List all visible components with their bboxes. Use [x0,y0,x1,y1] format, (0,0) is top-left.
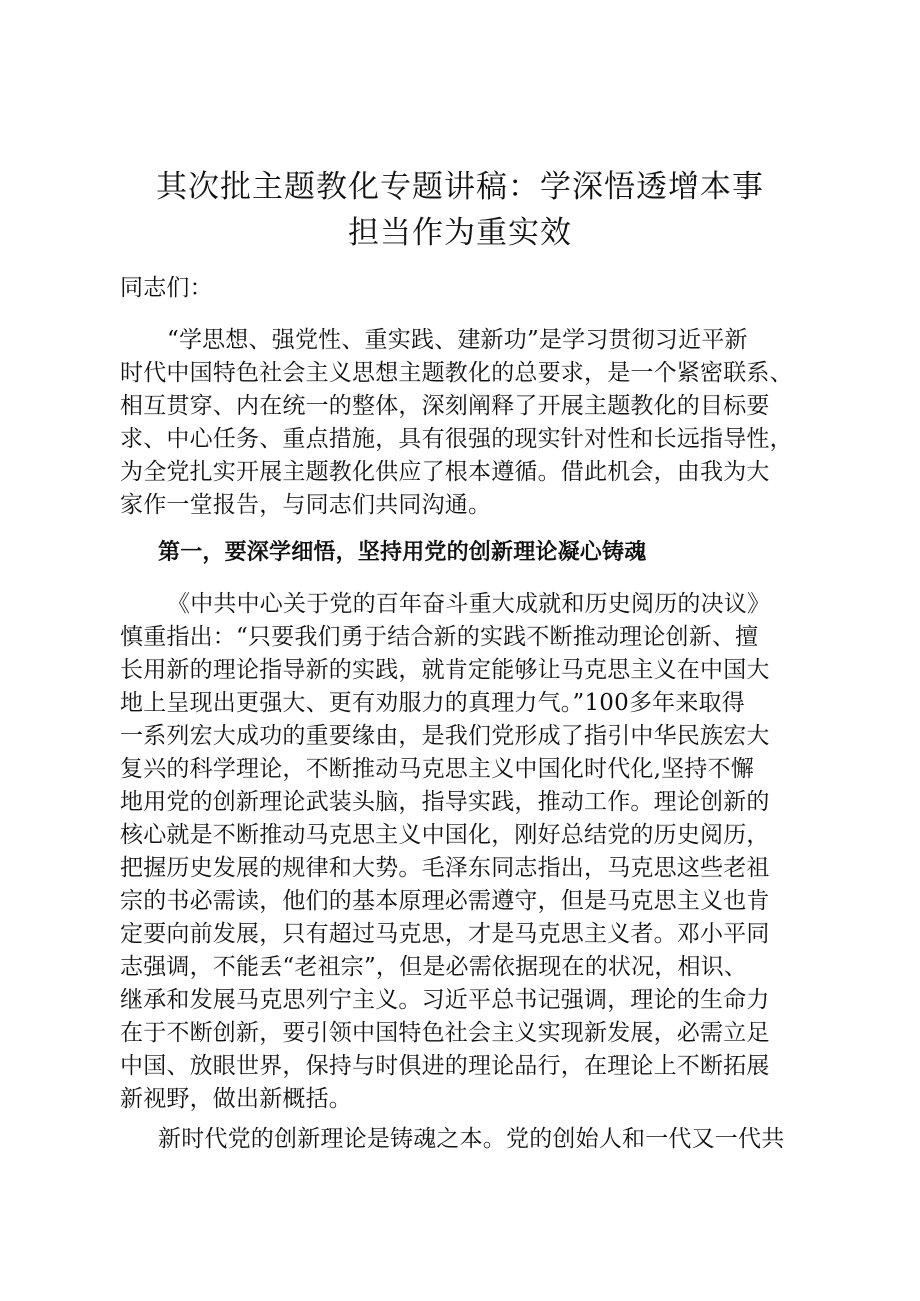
section-line: 继承和发展马克思列宁主义。习近平总书记强调，理论的生命力 [120,987,770,1013]
intro-line: “学思想、强党性、重实践、建新功”是学习贯彻习近平新 [167,327,748,353]
intro-line: 时代中国特色社会主义思想主题教化的总要求，是一个紧密联系、 [120,360,793,386]
section-line: 志强调，不能丢“老祖宗”，但是必需依据现在的状况，相识、 [120,954,748,980]
section-line: 在于不断创新，要引领中国特色社会主义实现新发展，必需立足 [120,1020,770,1046]
section-line: 核心就是不断推动马克思主义中国化，刚好总结党的历史阅历， [120,822,770,848]
section-line: 新视野，做出新概括。 [120,1086,352,1112]
section-line: 地上呈现出更强大、更有劝服力的真理力气。”100多年来取得 [120,690,745,716]
intro-line: 相互贯穿、内在统一的整体，深刻阐释了开展主题教化的目标要 [120,393,770,419]
section-line: 长用新的理论指导新的实践，就肯定能够让马克思主义在中国大 [120,657,770,683]
section-line: 宗的书必需读，他们的基本原理必需遵守，但是马克思主义也肯 [120,888,770,914]
intro-line: 家作一堂报告，与同志们共同沟通。 [120,492,492,518]
section-heading: 第一，要深学细悟，坚持用党的创新理论凝心铸魂 [158,540,647,565]
document-title-line-2: 担当作为重实效 [348,215,572,251]
section-line: 把握历史发展的规律和大势。毛泽东同志指出，马克思这些老祖 [120,855,770,881]
section-line: 中国、放眼世界，保持与时俱进的理论品行，在理论上不断拓展 [120,1053,770,1079]
section-line: 复兴的科学理论，不断推动马克思主义中国化时代化,坚持不懈 [120,756,754,782]
intro-line: 求、中心任务、重点措施，具有很强的现实针对性和长远指导性， [120,426,793,452]
section-line: 地用党的创新理论武装头脑，指导实践，推动工作。理论创新的 [120,789,770,815]
salutation: 同志们： [120,275,213,301]
section-line: 慎重指出：“只要我们勇于结合新的实践不断推动理论创新、擅 [120,624,759,650]
section-line: 定要向前发展，只有超过马克思，才是马克思主义者。邓小平同 [120,921,770,947]
intro-line: 为全党扎实开展主题教化供应了根本遵循。借此机会，由我为大 [120,459,770,485]
section-line: 《中共中心关于党的百年奋斗重大成就和历史阅历的决议》 [167,591,771,617]
section-paragraph-start: 新时代党的创新理论是铸魂之本。党的创始人和一代又一代共 [158,1126,785,1152]
section-line: 一系列宏大成功的重要缘由，是我们党形成了指引中华民族宏大 [120,723,770,749]
document-title-line-1: 其次批主题教化专题讲稿：学深悟透增本事 [156,169,764,205]
